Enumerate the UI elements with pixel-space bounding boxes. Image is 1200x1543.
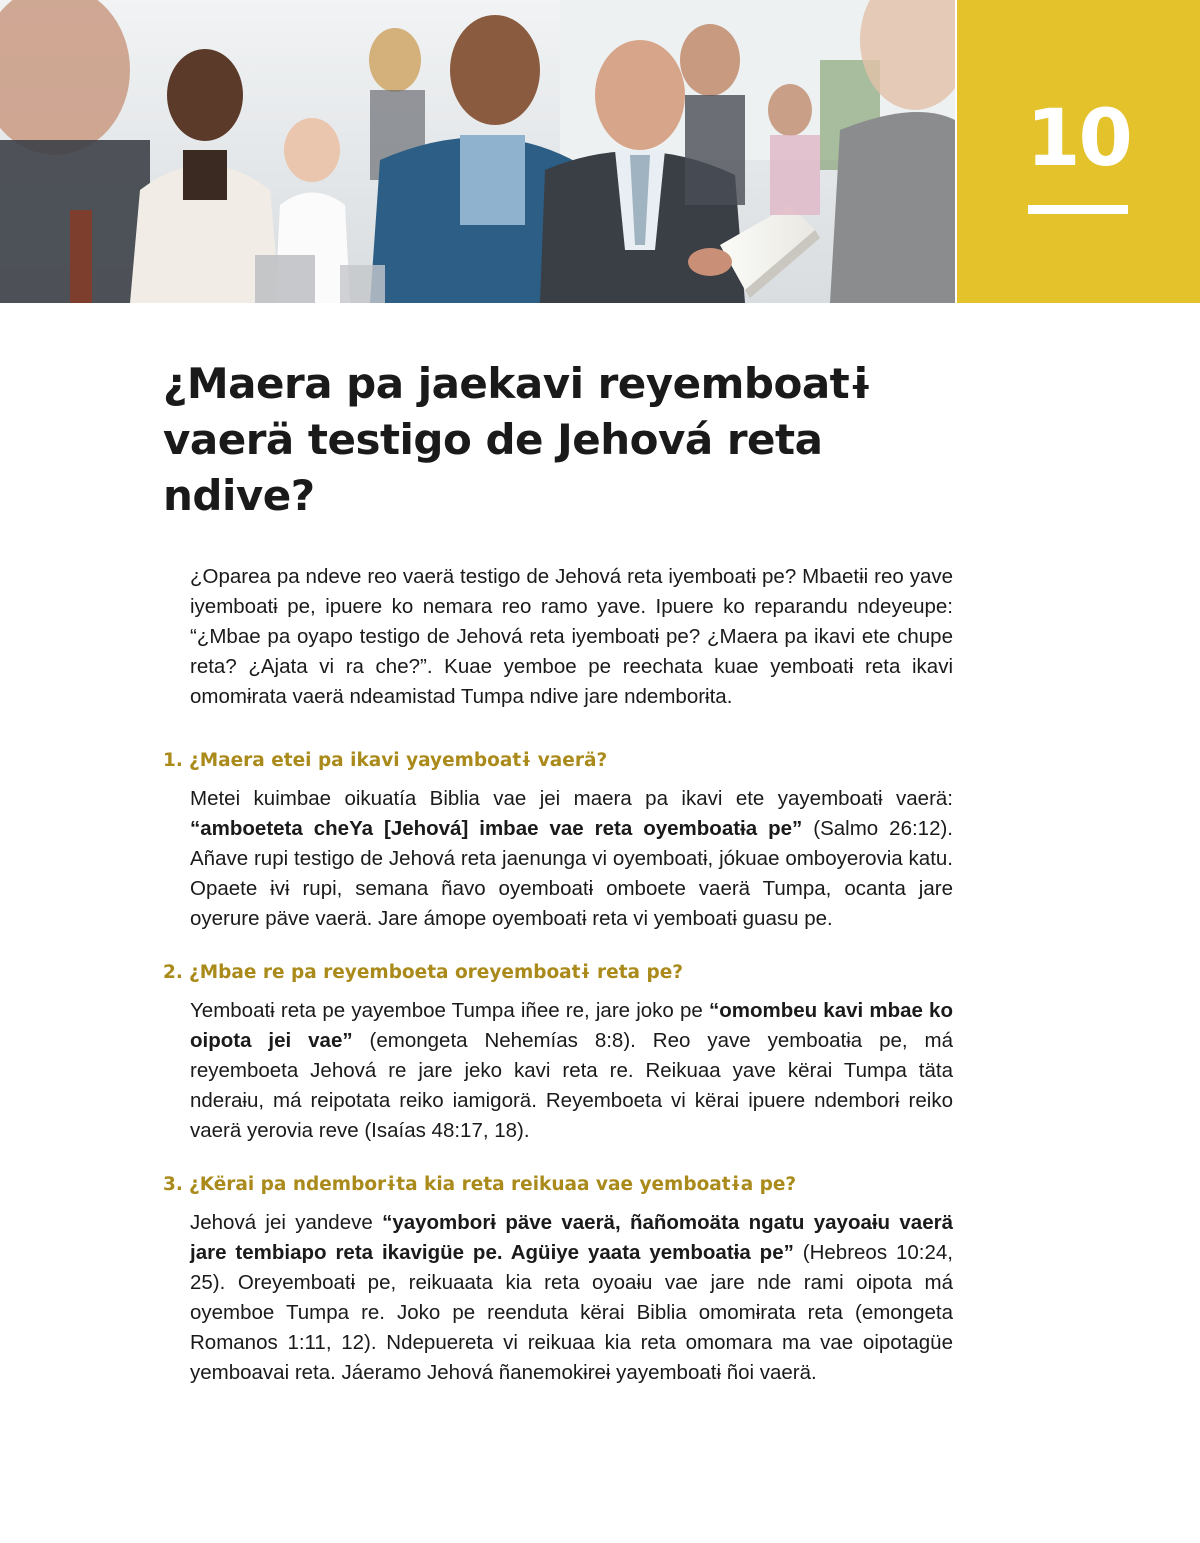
answer-text: Yemboatɨ reta pe yayemboe Tumpa iñee re, jare joko pe xyxy=(190,999,709,1022)
lesson-number: 10 xyxy=(1026,94,1131,184)
scripture-quote: “omombeu kavi mbae ko oipota jei vae” xyxy=(190,999,953,1052)
question-number: 2. xyxy=(163,962,183,983)
question-text: ¿Kërai pa ndemborɨta kia reta reikuaa vae yemboatɨa pe? xyxy=(189,1174,797,1195)
question-1 xyxy=(163,746,953,776)
answer-text: (emongeta Nehemías 8:8). Reo yave yemboatɨa pe, má reyemboeta Jehová re jare jeko kavi reta re. Reikuaa yave kërai Tumpa täta nderaɨu, má reipotata reiko iamigorä. Reyemboeta vi kërai ipuere ndemborɨ reiko vaerä yerovia reve (Isaías 48:17, 18). xyxy=(190,1029,953,1142)
intro-paragraph: ¿Oparea pa ndeve reo vaerä testigo de Jehová reta iyemboatɨ pe? Mbaetɨi reo yave iyemboatɨ pe, ipuere ko nemara reo ramo yave. Ipuere ko reparandu ndeyeupe: “¿Mbae pa oyapo testigo de Jehová reta iyemboatɨ pe? ¿Maera pa ikavi ete chupe reta? ¿Ajata vi ra che?”. Kuae yemboe pe reechata kuae yemboatɨ reta ikavi omomɨrata vaerä ndeamistad Tumpa ndive jare ndemborɨta. xyxy=(190,565,953,708)
page-title: ¿Maera pa jaekavi reyemboatɨ vaerä testigo de Jehová reta ndive? xyxy=(163,359,872,520)
answer-1 xyxy=(190,784,953,934)
photo-illustration xyxy=(0,0,955,303)
answer-2 xyxy=(190,996,953,1146)
congregation-meeting-photo xyxy=(0,0,955,303)
lesson-content xyxy=(163,562,953,1388)
question-3 xyxy=(163,1170,953,1200)
question-text: ¿Maera etei pa ikavi yayemboatɨ vaerä? xyxy=(189,750,608,771)
lesson-number-underline xyxy=(1028,205,1128,214)
answer-text: Jehová jei yandeve xyxy=(190,1211,383,1234)
question-2 xyxy=(163,958,953,988)
answer-3 xyxy=(190,1208,953,1388)
lesson-number-block xyxy=(957,0,1200,303)
scripture-quote: “amboeteta cheYa [Jehová] imbae vae reta oyemboatɨa pe” xyxy=(190,817,803,840)
scripture-quote: “yayomborɨ päve vaerä, ñañomoäta ngatu yayoaɨu vaerä jare tembiapo reta ikavigüe pe. Agüiye yaata yemboatɨa pe” xyxy=(190,1211,953,1264)
answer-text: Metei kuimbae oikuatía Biblia vae jei maera pa ikavi ete yayemboatɨ vaerä: xyxy=(190,787,953,810)
question-text: ¿Mbae re pa reyemboeta oreyemboatɨ reta pe? xyxy=(189,962,683,983)
question-number: 1. xyxy=(163,750,183,771)
answer-text: (Hebreos 10:24, 25). Oreyemboatɨ pe, reikuaata kia reta oyoaɨu vae jare nde rami oipota má oyemboe Tumpa re. Joko pe reenduta kërai Biblia omomɨrata reta (emongeta Romanos 1:11, 12). Ndepuereta vi reikuaa kia reta omomara ma vae oipotagüe yemboavai reta. Jáeramo Jehová ñanemokɨreɨ yayemboatɨ ñoi vaerä. xyxy=(190,1241,953,1384)
question-number: 3. xyxy=(163,1174,183,1195)
answer-text: (Salmo 26:12). Añave rupi testigo de Jehová reta jaenunga vi oyemboatɨ, jókuae omboyerovia katu. Opaete ɨvɨ rupi, semana ñavo oyemboatɨ omboete vaerä Tumpa, ocanta jare oyerure päve vaerä. Jare ámope oyemboatɨ reta vi yemboatɨ guasu pe. xyxy=(190,817,953,930)
